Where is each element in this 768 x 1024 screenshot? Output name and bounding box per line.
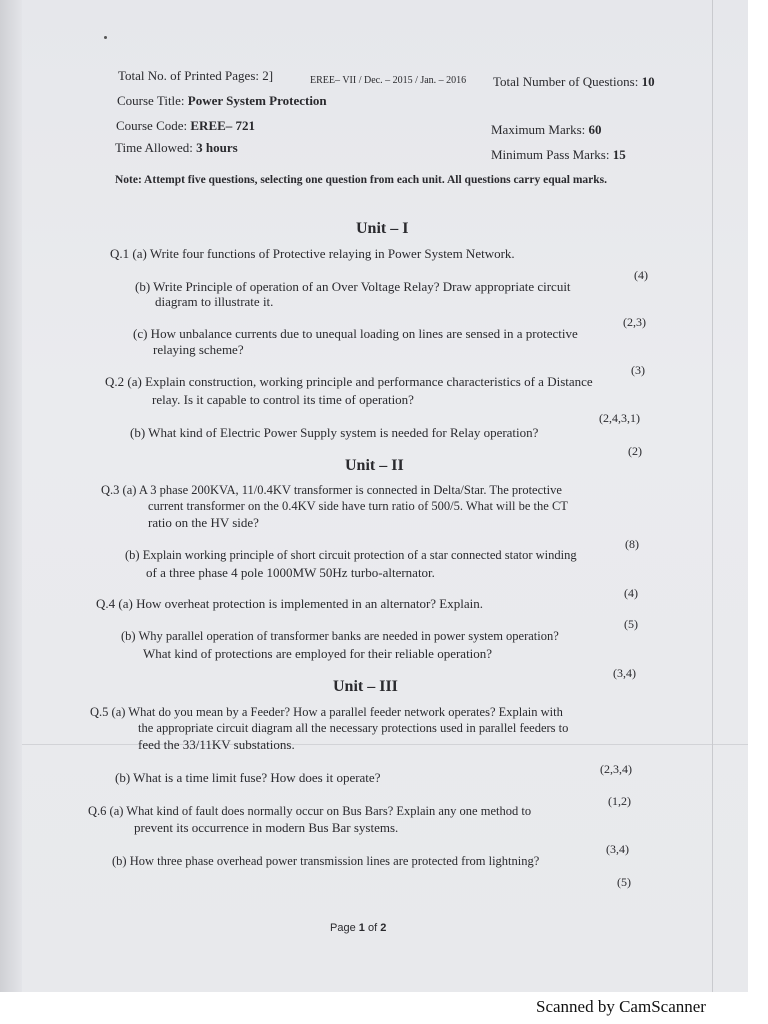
q6b-text: (b) How three phase overhead power transmission lines are protected from lightning? [112,854,540,868]
time-allowed-label: Time Allowed: [115,140,193,155]
q1a-marks: (4) [634,268,648,282]
exam-code: EREE– VII / Dec. – 2015 / Jan. – 2016 [310,75,467,86]
course-code-label: Course Code: [116,118,188,133]
maximum-marks-label: Maximum Marks: [491,122,586,137]
q6a-marks: (3,4) [606,842,629,856]
course-title-value: Power System Protection [187,93,327,108]
page-total: 2 [380,922,387,934]
q3a-text-line2: current transformer on the 0.4KV side have turn ratio of 500/5. What will be the CT [148,499,568,513]
course-title [117,93,327,108]
q4a-marks: (5) [624,617,638,631]
q1b-text-line2: diagram to illustrate it. [155,294,274,309]
unit-2-heading: Unit – II [345,457,404,474]
q2b-marks: (2) [628,444,642,458]
q1b-marks: (2,3) [623,315,646,329]
q4b-marks: (3,4) [613,666,636,680]
total-questions-value: 10 [641,74,655,89]
printed-pages-value: 2] [262,68,274,83]
q3b-text-line1: (b) Explain working principle of short circuit protection of a star connected stator winding [125,548,577,562]
q4a-text: Q.4 (a) How overheat protection is implemented in an alternator? Explain. [96,596,483,611]
q3a-text-line3: ratio on the HV side? [148,515,259,530]
course-code [116,118,255,133]
instructions-note: Note: Attempt five questions, selecting one question from each unit. All questions carry equal marks. [115,174,608,186]
page-number [330,922,386,934]
printed-pages-label: Total No. of Printed Pages: [118,68,259,83]
q2a-text-line1: Q.2 (a) Explain construction, working principle and performance characteristics of a Distance [105,374,593,389]
page-label: Page [330,922,356,934]
q2b-text: (b) What kind of Electric Power Supply system is needed for Relay operation? [130,425,539,440]
maximum-marks-value: 60 [588,122,602,137]
paper-edge-line [712,0,713,992]
q5a-marks: (2,3,4) [600,762,632,776]
q6a-text-line1: Q.6 (a) What kind of fault does normally occur on Bus Bars? Explain any one method to [88,804,532,818]
minimum-pass-marks-value: 15 [612,147,626,162]
q6b-marks: (5) [617,875,631,889]
q3b-text-line2: of a three phase 4 pole 1000MW 50Hz turbo-alternator. [146,565,435,580]
course-code-value: EREE– 721 [190,118,256,133]
page-of: of [367,922,378,934]
ink-dot [104,36,107,39]
q5b-text: (b) What is a time limit fuse? How does it operate? [115,770,381,785]
time-allowed-value: 3 hours [196,140,238,155]
total-questions-label: Total Number of Questions: [493,74,639,89]
maximum-marks [491,122,602,137]
q5a-text-line3: feed the 33/11KV substations. [138,737,295,752]
q3a-marks: (8) [625,537,639,551]
minimum-pass-marks-label: Minimum Pass Marks: [491,147,610,162]
minimum-pass-marks [491,147,626,162]
time-allowed [115,140,238,155]
q5a-text-line1: Q.5 (a) What do you mean by a Feeder? How a parallel feeder network operates? Explain with [90,705,563,719]
q1c-text-line1: (c) How unbalance currents due to unequal loading on lines are sensed in a protective [133,326,578,341]
q4b-text-line1: (b) Why parallel operation of transformer banks are needed in power system operation? [121,629,559,643]
q2a-marks: (2,4,3,1) [599,411,640,425]
q1c-text-line2: relaying scheme? [153,342,244,357]
q4b-text-line2: What kind of protections are employed for their reliable operation? [143,646,493,661]
paper-fold-line [22,744,748,745]
unit-1-heading: Unit – I [356,220,409,237]
q1c-marks: (3) [631,363,645,377]
q5a-text-line2: the appropriate circuit diagram all the necessary protections used in parallel feeders to [138,721,569,735]
page-current: 1 [358,922,365,934]
unit-3-heading: Unit – III [333,678,398,695]
course-title-label: Course Title: [117,93,185,108]
q1b-text-line1: (b) Write Principle of operation of an Over Voltage Relay? Draw appropriate circuit [135,279,571,294]
q3b-marks: (4) [624,586,638,600]
camscanner-watermark: Scanned by CamScanner [536,997,706,1016]
total-questions [493,74,655,89]
printed-pages [118,68,273,83]
q6a-text-line2: prevent its occurrence in modern Bus Bar systems. [134,820,399,835]
q1a-text: Q.1 (a) Write four functions of Protective relaying in Power System Network. [110,246,515,261]
q2a-text-line2: relay. Is it capable to control its time of operation? [152,392,414,407]
q5b-marks: (1,2) [608,794,631,808]
q3a-text-line1: Q.3 (a) A 3 phase 200KVA, 11/0.4KV transformer is connected in Delta/Star. The protective [101,483,562,497]
